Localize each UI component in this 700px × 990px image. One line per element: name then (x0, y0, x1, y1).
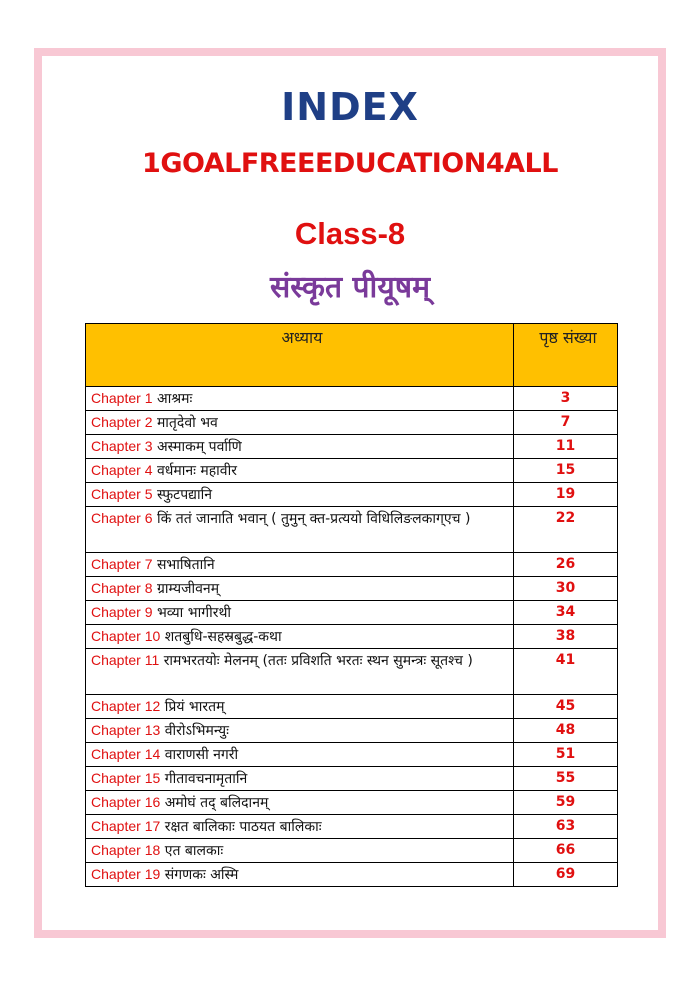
chapter-cell (86, 839, 514, 863)
chapter-number: Chapter 16 (91, 794, 161, 810)
chapter-title: मातृदेवो भव (156, 415, 218, 431)
chapter-number: Chapter 11 (91, 652, 160, 668)
chapter-cell (86, 483, 514, 507)
chapter-number: Chapter 9 (91, 604, 153, 620)
table-row (86, 435, 618, 459)
chapter-number: Chapter 5 (91, 486, 153, 502)
page-number: 30 (514, 577, 618, 601)
chapter-cell (86, 459, 514, 483)
table-row (86, 839, 618, 863)
chapter-cell (86, 649, 514, 695)
chapter-title: गीतावचनामृतानि (164, 771, 248, 787)
chapter-number: Chapter 18 (91, 842, 161, 858)
table-row (86, 649, 618, 695)
header-chapter: अध्याय (86, 324, 514, 387)
chapter-cell (86, 743, 514, 767)
chapter-title: रामभरतयोः मेलनम् (ततः प्रविशति भरतः स्थन सुमन्त्रः सूतश्च ) (163, 653, 473, 669)
chapter-title: संगणकः अस्मि (164, 867, 239, 883)
page-number: 11 (514, 435, 618, 459)
chapter-number: Chapter 12 (91, 698, 161, 714)
chapter-title: वर्धमानः महावीर (156, 463, 237, 479)
chapter-number: Chapter 8 (91, 580, 153, 596)
table-row (86, 791, 618, 815)
chapter-cell (86, 411, 514, 435)
table-row (86, 553, 618, 577)
chapter-title: एत बालकाः (164, 843, 224, 859)
chapter-cell (86, 601, 514, 625)
chapter-number: Chapter 4 (91, 462, 153, 478)
page-number: 63 (514, 815, 618, 839)
chapter-title: स्फुटपद्यानि (156, 487, 213, 503)
chapter-title: प्रियं भारतम् (164, 699, 225, 715)
chapter-cell (86, 553, 514, 577)
chapter-cell (86, 577, 514, 601)
page-number: 45 (514, 695, 618, 719)
table-row (86, 411, 618, 435)
chapter-number: Chapter 13 (91, 722, 161, 738)
chapter-cell (86, 863, 514, 887)
chapter-title: शतबुधि-सहस्रबुद्ध-कथा (164, 629, 282, 645)
page-number: 3 (514, 387, 618, 411)
page-number: 69 (514, 863, 618, 887)
table-row (86, 577, 618, 601)
class-label: Class-8 (294, 216, 406, 251)
index-table (85, 323, 618, 887)
page-number: 41 (514, 649, 618, 695)
page-number: 51 (514, 743, 618, 767)
chapter-number: Chapter 17 (91, 818, 161, 834)
table-row (86, 695, 618, 719)
page-number: 26 (514, 553, 618, 577)
table-row (86, 625, 618, 649)
page-number: 15 (514, 459, 618, 483)
table-header-row (86, 324, 618, 387)
site-subtitle: 1GOALFREEEDUCATION4ALL (142, 148, 558, 179)
chapter-title: रक्षत बालिकाः पाठयत बालिकाः (164, 819, 322, 835)
chapter-title: वाराणसी नगरी (164, 747, 239, 763)
chapter-cell (86, 695, 514, 719)
page-number: 34 (514, 601, 618, 625)
chapter-number: Chapter 7 (91, 556, 153, 572)
page-title: INDEX (281, 85, 419, 129)
chapter-title: किं ततं जानाति भवान् ( तुमुन् क्त-प्रत्ययो विधिलिङलकाग्एच ) (156, 511, 471, 527)
table-row (86, 387, 618, 411)
page-number: 66 (514, 839, 618, 863)
table-body (86, 387, 618, 887)
chapter-number: Chapter 1 (91, 390, 153, 406)
chapter-cell (86, 435, 514, 459)
page-number: 59 (514, 791, 618, 815)
chapter-number: Chapter 10 (91, 628, 161, 644)
table-row (86, 719, 618, 743)
chapter-cell (86, 791, 514, 815)
chapter-title: ग्राम्यजीवनम् (156, 581, 220, 597)
chapter-number: Chapter 15 (91, 770, 161, 786)
chapter-title: अस्माकम् पर्वाणि (156, 439, 242, 455)
page-number: 55 (514, 767, 618, 791)
page-number: 19 (514, 483, 618, 507)
chapter-title: अमोघं तद् बलिदानम् (164, 795, 269, 811)
chapter-number: Chapter 3 (91, 438, 153, 454)
table-row (86, 863, 618, 887)
chapter-number: Chapter 19 (91, 866, 161, 882)
table-row (86, 767, 618, 791)
chapter-cell (86, 507, 514, 553)
table-row (86, 601, 618, 625)
chapter-number: Chapter 6 (91, 510, 153, 526)
chapter-number: Chapter 2 (91, 414, 153, 430)
chapter-title: वीरोऽभिमन्युः (164, 723, 229, 739)
chapter-title: सभाषितानि (156, 557, 215, 573)
header-page-number: पृष्ठ संख्या (514, 324, 618, 387)
chapter-cell (86, 767, 514, 791)
chapter-title: आश्रमः (156, 391, 193, 407)
chapter-title: भव्या भागीरथी (156, 605, 232, 621)
page-number: 38 (514, 625, 618, 649)
table-row (86, 507, 618, 553)
table-row (86, 815, 618, 839)
page-number: 7 (514, 411, 618, 435)
chapter-cell (86, 719, 514, 743)
page-number: 48 (514, 719, 618, 743)
chapter-number: Chapter 14 (91, 746, 161, 762)
book-title: संस्कृत पीयूषम् (269, 270, 431, 305)
page-number: 22 (514, 507, 618, 553)
chapter-cell (86, 387, 514, 411)
chapter-cell (86, 625, 514, 649)
table-row (86, 459, 618, 483)
table-row (86, 483, 618, 507)
table-row (86, 743, 618, 767)
chapter-cell (86, 815, 514, 839)
